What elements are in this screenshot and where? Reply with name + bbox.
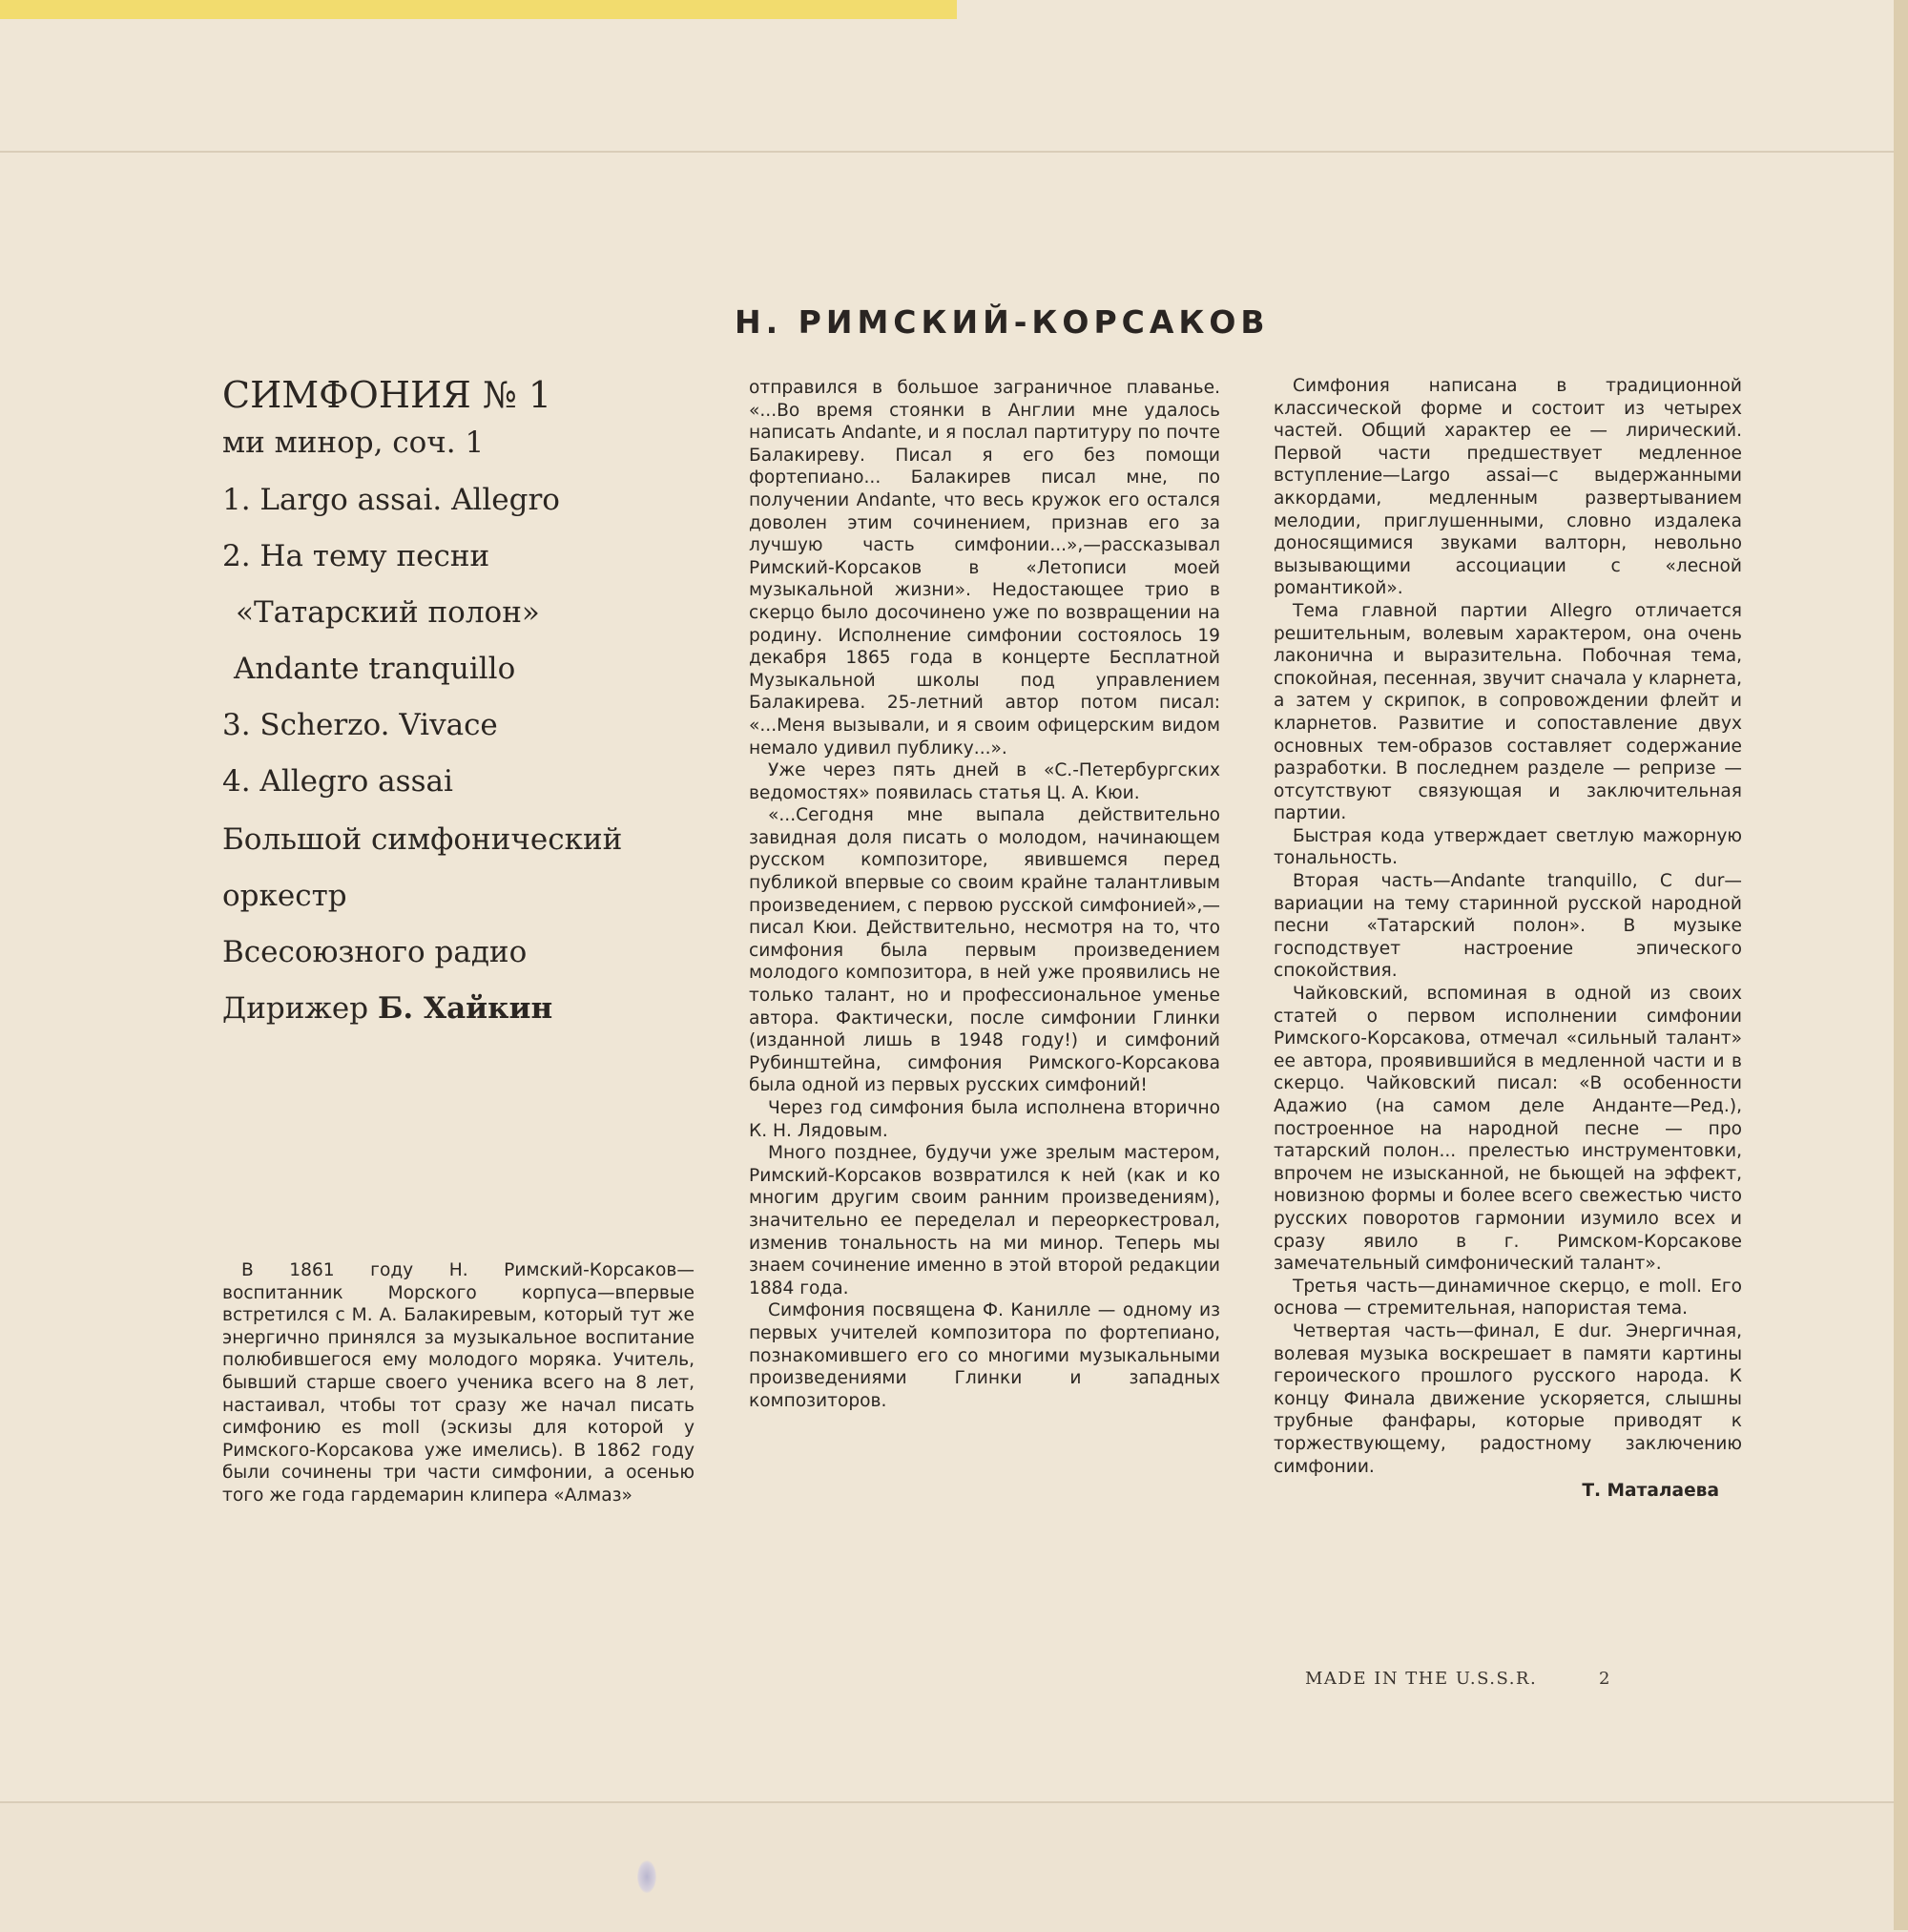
movement-2-song: «Татарский полон» bbox=[236, 595, 540, 630]
paragraph: Чайковский, вспоминая в одной из своих статей о первом исполнении симфонии Римского-Корсакова, отмечал «сильный талант» ее автора, проявившийся в медленной части и в скерцо. Чайковский писал: «В особенности Адажио (на самом деле Анданте—Ред.), построенное на народной песне — про татарский полон... прелестью инструментовки, впрочем не изысканной, не бьющей на эффект, новизною формы и более всего свежестью чисто русских поворотов гармонии изумило всех и сразу явило в г. Римском-Корсакове замечательный симфонический талант». bbox=[1274, 984, 1742, 1275]
paragraph: Уже через пять дней в «С.-Петербургских ведомостях» появилась статья Ц. А. Кюи. bbox=[749, 760, 1220, 803]
conductor-label: Дирижер bbox=[222, 991, 369, 1026]
paragraph: Тема главной партии Allegro отличается решительным, волевым характером, она очень лаконична и выразительна. Побочная тема, спокойная, песенная, звучит сначала у кларнета, а затем у скрипок, в сопровождении флейт и кларнетов. Развитие и сопоставление двух основных тем-образов составляет содержание разработки. В последнем разделе — репризе — отсутствуют связующая и заключительная партии. bbox=[1274, 600, 1742, 824]
author-signature: Т. Маталаева bbox=[1582, 1481, 1719, 1502]
conductor-name: Б. Хайкин bbox=[377, 991, 553, 1026]
paragraph: Вторая часть—Andante tranquillo, C dur—вариации на тему старинной русской народной песни «Татарский полон». В музыке господствует настроение эпического спокойствия. bbox=[1274, 871, 1742, 982]
paragraph: Симфония написана в традиционной классической форме и состоит из четырех частей. Общий характер ее — лирический. Первой части предшествует медленное вступление—Largo assai—с выдержанными аккордами, медленным развертыванием мелодии, приглушенными, словно издалека доносящимися звуками валторн, невольно вызывающими ассоциации с «лесной романтикой». bbox=[1274, 376, 1742, 599]
conductor-line bbox=[222, 991, 699, 1026]
recording-info bbox=[222, 374, 699, 1026]
movement-3: 3. Scherzo. Vivace bbox=[222, 708, 498, 742]
paragraph: В 1861 году Н. Римский-Корсаков—воспитанник Морского корпуса—впервые встретился с М. А. Балакиревым, который тут же энергично принялся за музыкальное воспитание полюбившегося ему молодого моряка. Учитель, бывший старше своего ученика всего на 8 лет, настаивал, чтобы тот сразу же начал писать симфонию es moll (эскизы для которой у Римского-Корсакова уже имелись). В 1862 году были сочинены три части симфонии, а осенью того же года гардемарин клипера «Алмаз» bbox=[222, 1260, 695, 1506]
movement-2: 2. На тему песни bbox=[222, 539, 490, 573]
movement-4: 4. Allegro assai bbox=[222, 764, 453, 799]
composer-heading: Н. РИМСКИЙ-КОРСАКОВ bbox=[735, 303, 1270, 341]
text-column-1 bbox=[222, 1259, 695, 1507]
made-in-label: MADE IN THE U.S.S.R. bbox=[1305, 1669, 1538, 1689]
orchestra-line-1: Большой симфонический bbox=[222, 822, 623, 857]
paragraph: Много позднее, будучи уже зрелым мастером, Римский-Корсаков возвратился к ней (как и ко многим другим своим ранним произведениям), значительно ее переделал и переоркестровал, изменив тональность на ми минор. Теперь мы знаем сочинение именно в этой второй редакции 1884 года. bbox=[749, 1143, 1220, 1298]
paragraph: Через год симфония была исполнена вторично К. Н. Лядовым. bbox=[749, 1098, 1220, 1141]
right-edge bbox=[1894, 0, 1908, 1930]
bottom-flap bbox=[0, 1801, 1908, 1932]
paragraph: Третья часть—динамичное скерцо, e moll. Его основа — стремительная, напористая тема. bbox=[1274, 1276, 1742, 1319]
movement-2-tempo: Andante tranquillo bbox=[234, 652, 516, 686]
paragraph: отправился в большое заграничное плаванье. «...Во время стоянки в Англии мне удалось написать Andante, и я послал партитуру по почте Балакиреву. Писал я его без помощи фортепиано... Балакирев писал мне, по получении Andante, что весь кружок его остался доволен этим сочинением, признав его за лучшую часть симфонии...»,—рассказывал Римский-Корсаков в «Летописи моей музыкальной жизни». Недостающее трио в скерцо было досочинено уже по возвращении на родину. Исполнение симфонии состоялось 19 декабря 1865 года в концерте Бесплатной Музыкальной школы под управлением Балакирева. 25-летний автор потом писал: «...Меня вызывали, и я своим офицерским видом немало удивил публику...». bbox=[749, 378, 1220, 758]
page-number: 2 bbox=[1599, 1669, 1610, 1689]
symphony-title: СИМФОНИЯ № 1 bbox=[222, 374, 552, 416]
paragraph: Быстрая кода утверждает светлую мажорную тональность. bbox=[1274, 825, 1742, 869]
ink-mark bbox=[637, 1860, 656, 1893]
movement-1: 1. Largo assai. Allegro bbox=[222, 483, 560, 517]
paragraph: Симфония посвящена Ф. Канилле — одному из первых учителей композитора по фортепиано, познакомившего его со многими музыкальными произведениями Глинки и западных композиторов. bbox=[749, 1300, 1220, 1411]
paragraph: Четвертая часть—финал, E dur. Энергичная, волевая музыка воскрешает в памяти картины героического прошлого русского народа. К концу Финала движение ускоряется, слышны трубные фанфары, которые приводят к торжествующему, радостному заключению симфонии. bbox=[1274, 1320, 1742, 1477]
orchestra-line-3: Всесоюзного радио bbox=[222, 935, 528, 969]
paragraph: «...Сегодня мне выпала действительно завидная доля писать о молодом, начинающем русском композиторе, явившемся перед публикой впервые со своим крайне талантливым произведением, с первою русской симфонией»,—писал Кюи. Действительно, несмотря на то, что симфония была первым произведением молодого композитора, в ней уже проявились не только талант, но и профессиональное уменье автора. Фактически, после симфонии Глинки (изданной лишь в 1948 году!) и симфоний Рубинштейна, симфония Римского-Корсакова была одной из первых русских симфоний! bbox=[749, 805, 1220, 1096]
text-column-3 bbox=[1274, 375, 1742, 1503]
orchestra-line-2: оркестр bbox=[222, 879, 347, 913]
key-opus: ми минор, соч. 1 bbox=[222, 426, 485, 460]
text-column-2 bbox=[749, 377, 1220, 1412]
top-flap bbox=[0, 0, 1908, 153]
